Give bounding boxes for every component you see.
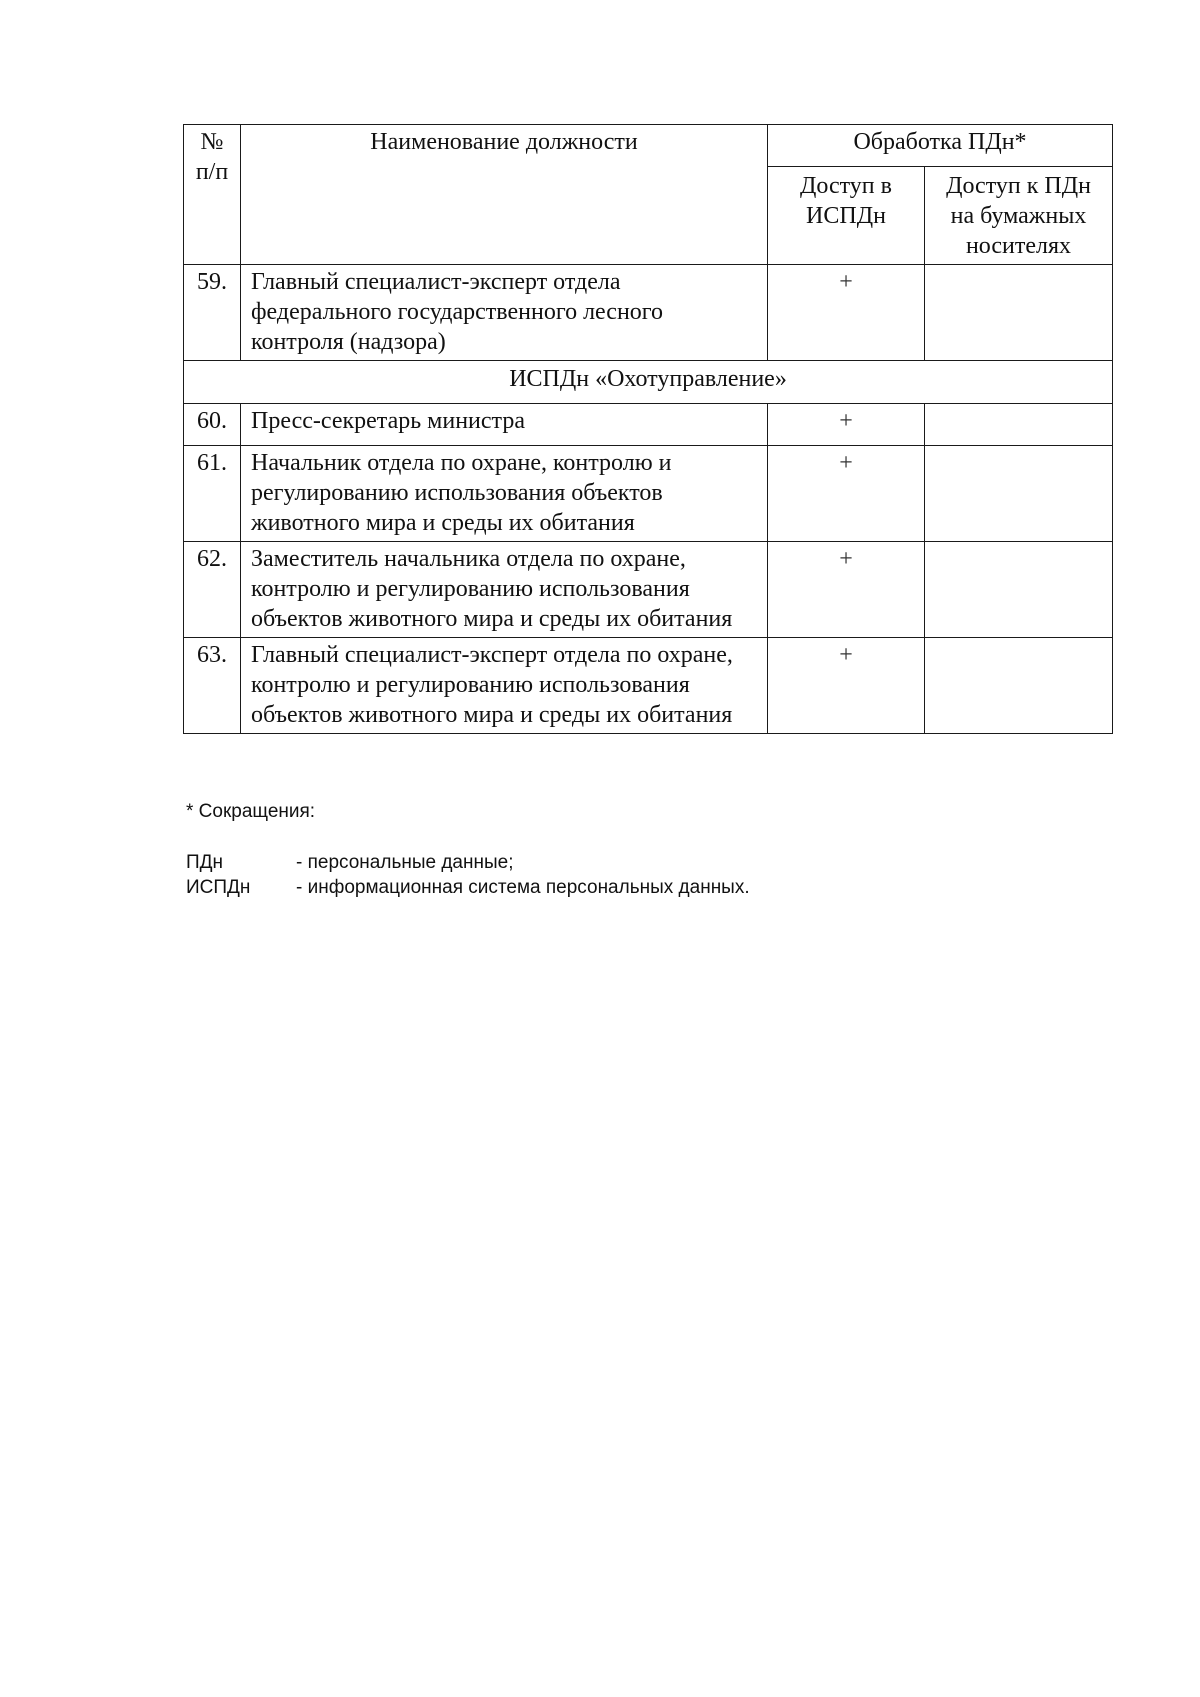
section-title: ИСПДн «Охотуправление» [184,361,1113,404]
row-position-title: Пресс-секретарь министра [241,404,768,446]
row-paper-access [925,542,1113,638]
header-number: № п/п [184,125,241,265]
abbreviation-definition: - информационная система персональных данных. [296,877,750,898]
abbreviation-item [186,876,750,900]
section-row [184,361,1113,404]
row-paper-access [925,446,1113,542]
row-ispdn-access: + [768,446,925,542]
table-row [184,265,1113,361]
header-access-ispdn: Доступ в ИСПДн [768,167,925,265]
row-ispdn-access: + [768,404,925,446]
row-position-title: Начальник отдела по охране, контролю и регулированию использования объектов животного мира и среды их обитания [241,446,768,542]
row-position-title: Главный специалист-эксперт отдела по охране, контролю и регулированию использования объектов животного мира и среды их обитания [241,638,768,734]
table-row [184,638,1113,734]
abbreviation-term: ПДн [186,852,224,873]
row-position-title: Заместитель начальника отдела по охране, контролю и регулированию использования объектов животного мира и среды их обитания [241,542,768,638]
table-row [184,404,1113,446]
header-access-paper: Доступ к ПДн на бумажных носителях [925,167,1113,265]
row-paper-access [925,404,1113,446]
table-row [184,542,1113,638]
abbreviation-item [186,851,514,875]
row-ispdn-access: + [768,638,925,734]
row-number: 59. [184,265,241,361]
row-number: 62. [184,542,241,638]
table-row [184,446,1113,542]
table-header-row [184,125,1113,167]
row-ispdn-access: + [768,265,925,361]
footnote-heading: * Сокращения: [186,801,316,822]
abbreviation-definition: - персональные данные; [296,852,514,873]
row-number: 60. [184,404,241,446]
row-paper-access [925,265,1113,361]
header-position-name: Наименование должности [241,125,768,265]
row-number: 63. [184,638,241,734]
row-paper-access [925,638,1113,734]
row-number: 61. [184,446,241,542]
row-position-title: Главный специалист-эксперт отдела федерального государственного лесного контроля (надзора) [241,265,768,361]
positions-table [183,124,1113,734]
header-processing: Обработка ПДн* [768,125,1113,167]
abbreviation-term: ИСПДн [186,877,251,898]
row-ispdn-access: + [768,542,925,638]
